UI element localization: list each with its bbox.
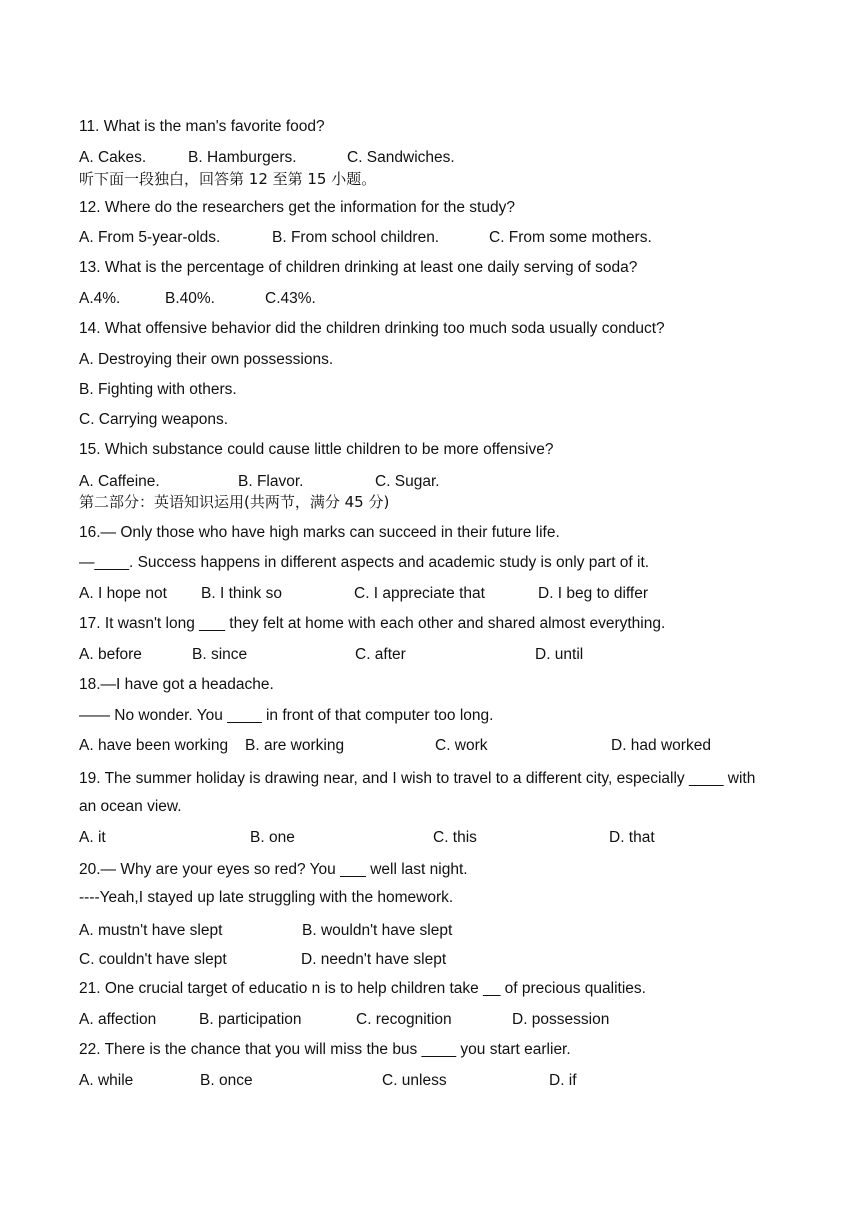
q13-stem: 13. What is the percentage of children drinking at least one daily serving of soda? xyxy=(79,259,638,276)
q18-option-a: A. have been working xyxy=(79,737,229,754)
q17-stem: 17. It wasn't long ___ they felt at home with each other and shared almost everything. xyxy=(79,615,666,632)
q19-option-b: B. one xyxy=(250,829,295,846)
q21-option-d: D. possession xyxy=(512,1011,610,1028)
q16-option-a: A. I hope not xyxy=(79,585,167,602)
q20-line1: 20.— Why are your eyes so red? You ___ well last night. xyxy=(79,861,468,878)
q18-line1: 18.—I have got a headache. xyxy=(79,676,274,693)
q18-option-c: C. work xyxy=(435,737,488,754)
q13-option-a: A.4%. xyxy=(79,290,121,307)
q16-line2: —____. Success happens in different aspects and academic study is only part of it. xyxy=(79,554,650,571)
q21-option-a: A. affection xyxy=(79,1011,157,1028)
q20-line2: ----Yeah,I stayed up late struggling with the homework. xyxy=(79,889,454,906)
q18-option-b: B. are working xyxy=(245,737,345,754)
q12-option-c: C. From some mothers. xyxy=(489,229,652,246)
q20-option-d: D. needn't have slept xyxy=(301,951,447,968)
q14-option-a: A. Destroying their own possessions. xyxy=(79,351,334,368)
q15-option-c: C. Sugar. xyxy=(375,473,440,490)
q22-option-b: B. once xyxy=(200,1072,253,1089)
q16-option-d: D. I beg to differ xyxy=(538,585,648,602)
q21-option-c: C. recognition xyxy=(356,1011,452,1028)
q19-option-a: A. it xyxy=(79,829,106,846)
q19-option-c: C. this xyxy=(433,829,477,846)
q12-option-b: B. From school children. xyxy=(272,229,440,246)
q13-option-c: C.43%. xyxy=(265,290,316,307)
q21-option-b: B. participation xyxy=(199,1011,302,1028)
q15-stem: 15. Which substance could cause little children to be more offensive? xyxy=(79,441,554,458)
q14-option-c: C. Carrying weapons. xyxy=(79,411,229,428)
q17-option-d: D. until xyxy=(535,646,584,663)
q18-option-d: D. had worked xyxy=(611,737,711,754)
q17-option-c: C. after xyxy=(355,646,406,663)
q19-line2: an ocean view. xyxy=(79,798,182,815)
q18-line2: —— No wonder. You ____ in front of that computer too long. xyxy=(79,707,494,724)
q16-line1: 16.— Only those who have high marks can succeed in their future life. xyxy=(79,524,560,541)
q14-stem: 14. What offensive behavior did the children drinking too much soda usually conduct? xyxy=(79,320,665,337)
q13-option-b: B.40%. xyxy=(165,290,215,307)
q11-option-c: C. Sandwiches. xyxy=(347,149,455,166)
q22-stem: 22. There is the chance that you will miss the bus ____ you start earlier. xyxy=(79,1041,571,1058)
q16-option-c: C. I appreciate that xyxy=(354,585,485,602)
section-part2-heading: 第二部分：英语知识运用(共两节，满分 45 分) xyxy=(79,493,390,511)
q12-option-a: A. From 5-year-olds. xyxy=(79,229,221,246)
q22-option-a: A. while xyxy=(79,1072,134,1089)
q19-option-d: D. that xyxy=(609,829,655,846)
q17-option-a: A. before xyxy=(79,646,142,663)
q11-stem: 11. What is the man's favorite food? xyxy=(79,118,325,135)
q22-option-c: C. unless xyxy=(382,1072,447,1089)
q20-option-b: B. wouldn't have slept xyxy=(302,922,453,939)
section-monologue-instruction: 听下面一段独白，回答第 12 至第 15 小题。 xyxy=(79,170,377,188)
q16-option-b: B. I think so xyxy=(201,585,282,602)
q20-option-c: C. couldn't have slept xyxy=(79,951,227,968)
q22-option-d: D. if xyxy=(549,1072,577,1089)
q21-stem: 21. One crucial target of educatio n is to help children take __ of precious qualities. xyxy=(79,980,646,997)
q15-option-a: A. Caffeine. xyxy=(79,473,160,490)
q11-option-a: A. Cakes. xyxy=(79,149,147,166)
q20-option-a: A. mustn't have slept xyxy=(79,922,223,939)
q19-line1: 19. The summer holiday is drawing near, and I wish to travel to a different city, especially ____ with xyxy=(79,770,756,787)
q15-option-b: B. Flavor. xyxy=(238,473,304,490)
q12-stem: 12. Where do the researchers get the information for the study? xyxy=(79,199,515,216)
q11-option-b: B. Hamburgers. xyxy=(188,149,297,166)
q14-option-b: B. Fighting with others. xyxy=(79,381,237,398)
q17-option-b: B. since xyxy=(192,646,248,663)
